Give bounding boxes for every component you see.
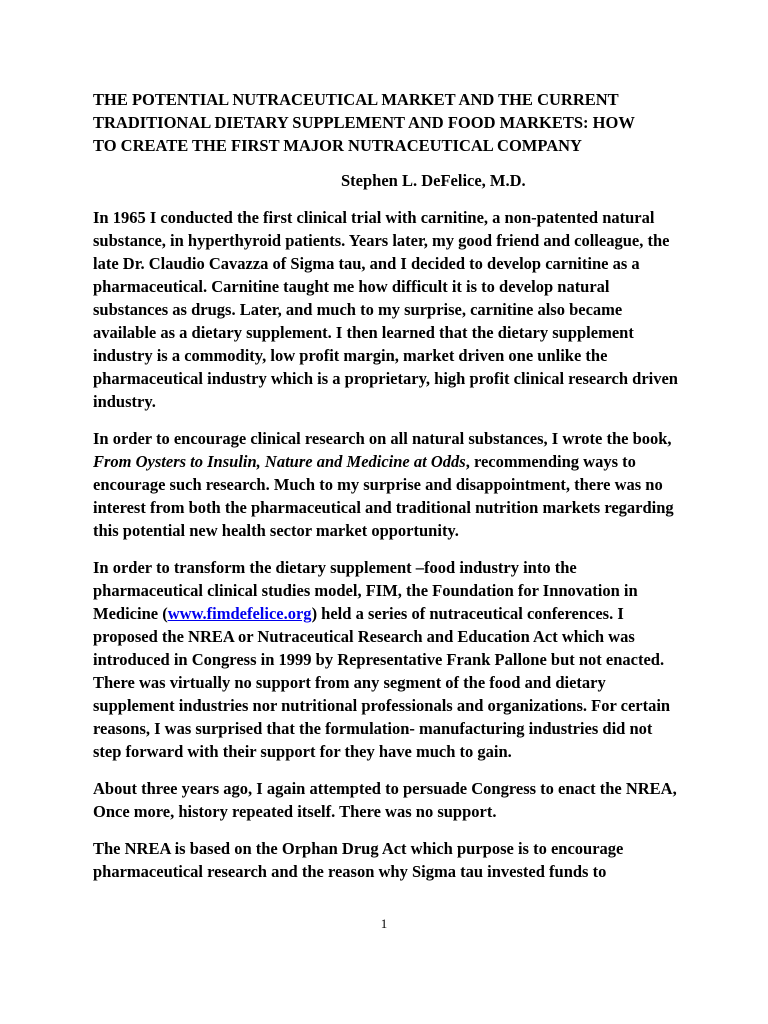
paragraph-4: About three years ago, I again attempted to persuade Congress to enact the NREA, Once more, history repeated itself. There was no support. xyxy=(93,779,677,821)
page-number: 1 xyxy=(380,916,388,931)
document-page xyxy=(93,88,683,883)
fim-website-link[interactable]: www.fimdefelice.org xyxy=(167,604,312,623)
paragraph-2-before: In order to encourage clinical research on all natural substances, I wrote the book, xyxy=(93,429,672,448)
author-byline: Stephen L. DeFelice, M.D. xyxy=(341,171,526,190)
title-line-2: TRADITIONAL DIETARY SUPPLEMENT AND FOOD MARKETS: HOW xyxy=(93,113,635,132)
paragraph-3-before: In order to transform the dietary supplement –food industry into the pharmaceutical clinical studies model, FIM, the Foundation for Innovation in Medicine ( xyxy=(93,558,638,623)
book-title: From Oysters to Insulin, Nature and Medicine at Odds xyxy=(93,452,466,471)
document-title xyxy=(93,88,683,157)
paragraph-3-after: ) held a series of nutraceutical conferences. I proposed the NREA or Nutraceutical Research and Education Act which was introduced in Congress in 1999 by Representative Frank Pallone but not enacted. There was virtually no support from any segment of the food and dietary supplement industries nor nutritional professionals and organizations. For certain reasons, I was surprised that the formulation- manufacturing industries did not step forward with their support for they have much to gain. xyxy=(93,604,671,761)
paragraph-2-after: , recommending ways to encourage such research. Much to my surprise and disappointment, there was no interest from both the pharmaceutical and traditional nutrition markets regarding this potential new health sector market opportunity. xyxy=(93,452,674,540)
paragraph-3 xyxy=(93,556,683,763)
paragraph-2 xyxy=(93,427,683,542)
title-line-1: THE POTENTIAL NUTRACEUTICAL MARKET AND THE CURRENT xyxy=(93,90,619,109)
paragraph-1: In 1965 I conducted the first clinical trial with carnitine, a non-patented natural substance, in hyperthyroid patients. Years later, my good friend and colleague, the late Dr. Claudio Cavazza of Sigma tau, and I decided to develop carnitine as a pharmaceutical. Carnitine taught me how difficult it is to develop natural substances as drugs. Later, and much to my surprise, carnitine also became available as a dietary supplement. I then learned that the dietary supplement industry is a commodity, low profit margin, market driven one unlike the pharmaceutical industry which is a proprietary, high profit clinical research driven industry. xyxy=(93,208,678,411)
title-line-3: TO CREATE THE FIRST MAJOR NUTRACEUTICAL COMPANY xyxy=(93,136,582,155)
paragraph-5: The NREA is based on the Orphan Drug Act which purpose is to encourage pharmaceutical research and the reason why Sigma tau invested funds to xyxy=(93,839,624,881)
